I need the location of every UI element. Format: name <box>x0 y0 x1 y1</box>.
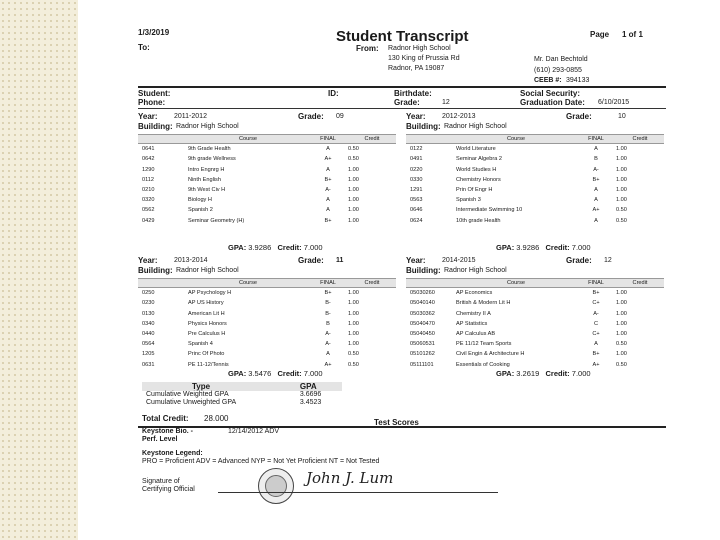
graduation-value: 6/10/2015 <box>598 99 630 106</box>
table-row: 0641 9th Grade Health A 0.50 <box>142 146 359 153</box>
table-row: 05040470 AP Statistics C 1.00 <box>410 320 627 327</box>
courses-table <box>406 134 664 226</box>
table-row: 0122 World Literature A 1.00 <box>410 146 627 153</box>
student-label: Student: <box>138 89 171 98</box>
table-row: 05111101 Essentials of Cooking A+ 0.50 <box>410 361 627 368</box>
credit-value: 7.000 <box>303 369 323 378</box>
col-course: Course <box>188 279 308 288</box>
table-row: 0230 AP US History B- 1.00 <box>142 300 359 307</box>
school-seal-icon <box>258 468 294 504</box>
ceeb-value: 394133 <box>566 77 590 84</box>
col-course: Course <box>456 279 576 288</box>
table-row: 0112 Ninth English B+ 1.00 <box>142 176 359 183</box>
grade-label: Grade: <box>394 98 420 107</box>
col-credit: Credit <box>616 135 664 144</box>
decorative-margin <box>0 0 78 540</box>
year-grade-value: 09 <box>336 113 344 120</box>
building-value: Radnor High School <box>176 267 239 274</box>
gpa-label: GPA: <box>228 369 247 378</box>
signature-label: Signature of <box>142 478 180 485</box>
keystone-value: 12/14/2012 ADV <box>228 428 279 435</box>
page-number: 1 of 1 <box>622 30 643 39</box>
year-value: 2013-2014 <box>174 257 208 264</box>
table-row: 0330 Chemistry Honors B+ 1.00 <box>410 176 627 183</box>
table-row: 0491 Seminar Algebra 2 B 1.00 <box>410 156 627 163</box>
credit-label: Credit: <box>545 369 570 378</box>
keystone-perf-label: Perf. Level <box>142 436 178 443</box>
gpa-value: 3.9286 <box>516 243 540 252</box>
gpa-label: GPA: <box>496 243 515 252</box>
table-row: 05040450 AP Calculus AB C+ 1.00 <box>410 331 627 338</box>
graduation-label: Graduation Date: <box>520 98 585 107</box>
courses-table <box>138 278 396 370</box>
building-label: Building: <box>138 266 173 275</box>
year-gpa-summary <box>228 370 323 379</box>
gpa-value: 3.9286 <box>248 243 272 252</box>
table-row: 0440 Pre Calculus H A- 1.00 <box>142 331 359 338</box>
building-value: Radnor High School <box>444 267 507 274</box>
credit-value: 7.000 <box>571 243 591 252</box>
col-final: FINAL <box>576 279 616 288</box>
cum-gpa-header: GPA <box>296 382 342 391</box>
year-grade-label: Grade: <box>298 112 324 121</box>
cumulative-gpa-table <box>142 382 342 407</box>
table-row: 0250 AP Psychology H B+ 1.00 <box>142 290 359 297</box>
table-row: 0429 Seminar Geometry (H) B+ 1.00 <box>142 217 359 224</box>
year-label: Year: <box>406 256 426 265</box>
signature-label-line2: Certifying Official <box>142 486 195 493</box>
table-row: 0646 Intermediate Swimming 10 A+ 0.50 <box>410 207 627 214</box>
col-final: FINAL <box>308 135 348 144</box>
signature-line <box>218 492 498 493</box>
page-title: Student Transcript <box>336 28 469 45</box>
year-value: 2011-2012 <box>174 113 207 120</box>
to-label: To: <box>138 43 150 52</box>
table-row: Cumulative Unweighted GPA 3.4523 <box>146 399 322 407</box>
credit-value: 7.000 <box>571 369 591 378</box>
year-gpa-summary <box>496 370 591 379</box>
col-credit: Credit <box>348 279 396 288</box>
table-row: Cumulative Weighted GPA 3.6696 <box>146 391 322 399</box>
counselor-phone: (610) 293-0855 <box>534 67 582 74</box>
building-label: Building: <box>406 266 441 275</box>
table-row: 0624 10th grade Health A 0.50 <box>410 217 627 224</box>
table-row: 05101262 Civil Engin & Architecture H B+ 1.00 <box>410 351 627 358</box>
credit-label: Credit: <box>277 369 302 378</box>
keystone-label: Keystone Bio. - <box>142 428 193 435</box>
year-label: Year: <box>138 112 158 121</box>
year-block-2011-2012 <box>138 110 396 252</box>
table-row: 0563 Spanish 3 A 1.00 <box>410 197 627 204</box>
col-final: FINAL <box>576 135 616 144</box>
table-row: 1290 Intro Engnrg H A 1.00 <box>142 166 359 173</box>
table-row: 0642 9th grade Wellness A+ 0.50 <box>142 156 359 163</box>
table-row: 0340 Physics Honors B 1.00 <box>142 320 359 327</box>
year-grade-value: 11 <box>336 257 344 264</box>
table-row: 0320 Biology H A 1.00 <box>142 197 359 204</box>
col-final: FINAL <box>308 279 348 288</box>
table-row: 0220 World Studies H A- 1.00 <box>410 166 627 173</box>
year-gpa-summary <box>228 244 323 253</box>
gpa-value: 3.2619 <box>516 369 540 378</box>
table-row: 0564 Spanish 4 A- 1.00 <box>142 341 359 348</box>
year-block-2013-2014 <box>138 254 396 378</box>
col-course: Course <box>188 135 308 144</box>
keystone-legend-text: PRO = Proficient ADV = Advanced NYP = Not Yet Proficient NT = Not Tested <box>142 458 380 465</box>
year-gpa-summary <box>496 244 591 253</box>
counselor-name: Mr. Dan Bechtold <box>534 56 588 63</box>
ceeb-label: CEEB #: <box>534 77 562 84</box>
school-street: 130 King of Prussia Rd <box>388 55 460 62</box>
birthdate-label: Birthdate: <box>394 89 432 98</box>
page-label: Page <box>590 30 610 39</box>
year-block-2012-2013 <box>406 110 664 252</box>
grade-value: 12 <box>442 99 450 106</box>
gpa-value: 3.5476 <box>248 369 272 378</box>
table-row: 1291 Prin Of Engr H A 1.00 <box>410 187 627 194</box>
courses-table <box>406 278 664 370</box>
gpa-label: GPA: <box>228 243 247 252</box>
table-row: 05030362 Chemistry II A A- 1.00 <box>410 310 627 317</box>
col-credit: Credit <box>616 279 664 288</box>
transcript-page <box>138 22 666 532</box>
keystone-legend-title: Keystone Legend: <box>142 450 203 457</box>
school-city: Radnor, PA 19087 <box>388 65 445 72</box>
year-label: Year: <box>406 112 426 121</box>
courses-table <box>138 134 396 226</box>
building-label: Building: <box>406 122 441 131</box>
col-course: Course <box>456 135 576 144</box>
building-value: Radnor High School <box>176 123 239 130</box>
total-credit-value: 28.000 <box>204 414 229 423</box>
student-divider <box>138 108 666 109</box>
table-row: 0210 9th West Civ H A- 1.00 <box>142 187 359 194</box>
table-row: 0631 PE 11-12/Tennis A+ 0.50 <box>142 361 359 368</box>
table-row: 05060531 PE 11/12 Team Sports A 0.50 <box>410 341 627 348</box>
building-value: Radnor High School <box>444 123 507 130</box>
year-value: 2014-2015 <box>442 257 476 264</box>
school-name: Radnor High School <box>388 45 451 52</box>
phone-label: Phone: <box>138 98 166 107</box>
credit-value: 7.000 <box>303 243 323 252</box>
credit-label: Credit: <box>545 243 570 252</box>
gpa-label: GPA: <box>496 369 515 378</box>
table-row: 0130 American Lit H B- 1.00 <box>142 310 359 317</box>
from-label: From: <box>356 44 379 53</box>
print-date: 1/3/2019 <box>138 28 170 37</box>
table-row: 05030260 AP Economics B+ 1.00 <box>410 290 627 297</box>
credit-label: Credit: <box>277 243 302 252</box>
year-grade-label: Grade: <box>298 256 324 265</box>
test-scores-title: Test Scores <box>374 418 419 427</box>
year-grade-value: 10 <box>618 113 626 120</box>
official-signature: John J. Lum <box>306 469 394 487</box>
year-grade-value: 12 <box>604 257 612 264</box>
total-credit-label: Total Credit: <box>142 414 189 423</box>
header-divider <box>138 86 666 88</box>
table-row: 05040140 British & Modern Lit H C+ 1.00 <box>410 300 627 307</box>
year-label: Year: <box>138 256 158 265</box>
year-block-2014-2015 <box>406 254 664 378</box>
year-value: 2012-2013 <box>442 113 476 120</box>
table-row: 0562 Spanish 2 A 1.00 <box>142 207 359 214</box>
year-grade-label: Grade: <box>566 256 592 265</box>
table-row: 1205 Princ Of Photo A 0.50 <box>142 351 359 358</box>
year-grade-label: Grade: <box>566 112 592 121</box>
id-label: ID: <box>328 89 339 98</box>
building-label: Building: <box>138 122 173 131</box>
col-credit: Credit <box>348 135 396 144</box>
cum-type-header: Type <box>142 382 296 391</box>
ssn-label: Social Security: <box>520 89 581 98</box>
